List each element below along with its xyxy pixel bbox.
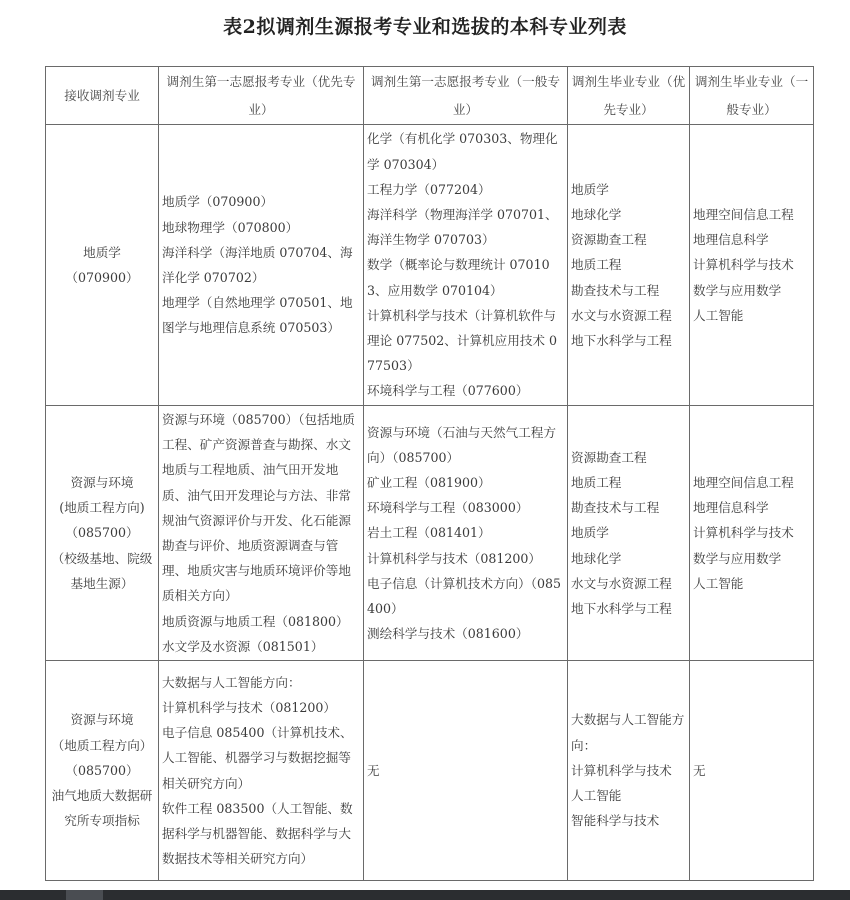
cell-line: 资源与环境: [70, 712, 134, 728]
cell-line: 地理信息科学: [693, 232, 769, 248]
cell-line: 大数据与人工智能方向：: [162, 674, 301, 690]
cell-line: 资源勘查工程: [571, 449, 647, 465]
graduate-general-cell: [690, 661, 814, 881]
cell-line: 矿业工程（081900）: [367, 474, 491, 490]
first-choice-general-cell: [364, 406, 568, 661]
bottom-toolbar: [0, 890, 850, 900]
cell-line: （070900）: [65, 270, 139, 285]
cell-line: 勘查技术与工程: [571, 282, 660, 298]
cell-line: (地质工程方向): [59, 500, 145, 516]
cell-line: 计算机科学与技术（081200）: [367, 550, 542, 566]
cell-line: 地质学: [571, 525, 609, 541]
first-choice-general-cell: [364, 661, 568, 881]
header-text: 调剂生毕业专业（一般专业）: [694, 73, 809, 117]
header-first-choice-priority: [159, 67, 364, 125]
header-row: [46, 67, 814, 125]
cell-line: 化学（有机化学 070303、物理化学 070304）: [367, 131, 558, 172]
cell-line: 大数据与人工智能方向：: [571, 712, 685, 753]
receiving-major-cell: [46, 406, 159, 661]
cell-line: 工程力学（077204）: [367, 181, 491, 197]
cell-line: 测绘科学与技术（081600）: [367, 626, 529, 642]
cell-line: 数学与应用数学: [693, 282, 782, 298]
cell-line: 地质学: [83, 244, 121, 260]
cell-line: 地下水科学与工程: [571, 333, 672, 348]
cell-line: 资源勘查工程: [571, 232, 647, 248]
cell-line: 人工智能: [571, 788, 622, 804]
cell-line: 无: [367, 762, 380, 778]
cell-line: 水文与水资源工程: [571, 307, 672, 323]
cell-line: 软件工程 083500（人工智能、数据科学与机器智能、数据科学与大数据技术等相关研究方向）: [162, 800, 353, 867]
cell-line: 地质工程: [571, 257, 622, 273]
toolbar-segment[interactable]: [66, 890, 103, 900]
cell-line: 数学（概率论与数理统计 070103、应用数学 070104）: [367, 257, 550, 298]
graduate-priority-cell: [568, 661, 690, 881]
cell-line: 地质学（070900）: [162, 194, 274, 210]
cell-line: 地球化学: [571, 206, 622, 222]
cell-line: 智能科学与技术: [571, 813, 660, 829]
cell-line: 地理信息科学: [693, 500, 769, 516]
graduate-priority-cell: [568, 406, 690, 661]
cell-line: 资源与环境: [70, 474, 134, 490]
table-row: [46, 661, 814, 881]
cell-line: （085700）: [65, 525, 139, 541]
cell-line: 地理空间信息工程: [693, 206, 794, 222]
cell-line: 地质资源与地质工程（081800）: [162, 613, 349, 629]
header-text: 调剂生毕业专业（优先专业）: [571, 73, 686, 117]
cell-line: 电子信息（计算机技术方向）（085400）: [367, 575, 562, 616]
cell-line: 地球物理学（070800）: [162, 219, 299, 235]
first-choice-priority-cell: [159, 125, 364, 406]
cell-line: 岩土工程（081401）: [367, 525, 491, 541]
cell-line: 地质工程: [571, 474, 622, 490]
document-title: 表2拟调剂生源报考专业和选拔的本科专业列表: [223, 16, 627, 38]
cell-line: 地球化学: [571, 550, 622, 566]
cell-line: 无: [693, 762, 706, 778]
receiving-major-cell: [46, 661, 159, 881]
cell-line: 油气地质大数据研究所专项指标: [51, 788, 153, 829]
cell-line: （校级基地、院级基地生源）: [51, 550, 153, 591]
graduate-general-cell: [690, 406, 814, 661]
cell-line: 计算机科学与技术: [693, 525, 794, 541]
receiving-major-cell: [46, 125, 159, 406]
first-choice-priority-cell: [159, 661, 364, 881]
table-row: [46, 406, 814, 661]
header-first-choice-general: [364, 67, 568, 125]
first-choice-priority-cell: [159, 406, 364, 661]
cell-line: 地理学（自然地理学 070501、地图学与地理信息系统 070503）: [162, 295, 353, 336]
graduate-general-cell: [690, 125, 814, 406]
cell-line: 计算机科学与技术: [693, 257, 794, 273]
cell-line: 水文与水资源工程: [571, 575, 672, 591]
header-graduate-general: [690, 67, 814, 125]
cell-line: 地理空间信息工程: [693, 474, 794, 490]
cell-line: 资源与环境（石油与天然气工程方向）（085700）: [367, 424, 556, 465]
cell-line: 地下水科学与工程: [571, 601, 672, 616]
cell-line: 电子信息 085400（计算机技术、人工智能、机器学习与数据挖掘等相关研究方向）: [162, 725, 353, 791]
major-table: [45, 66, 814, 881]
cell-line: 资源与环境（085700）（包括地质工程、矿产资源普查与勘探、水文地质与工程地质、油气田开发地质、油气田开发理论与方法、非常规油气资源评价与开发、化石能源勘查与评价、地质资源调查与管理、地质灾害与地质环境评价等地质相关方向）: [162, 411, 355, 604]
header-graduate-priority: [568, 67, 690, 125]
cell-line: 人工智能: [693, 307, 744, 323]
cell-line: 计算机科学与技术（081200）: [162, 699, 337, 715]
cell-line: 人工智能: [693, 575, 744, 591]
table-row: [46, 125, 814, 406]
header-text: 调剂生第一志愿报考专业（一般专业）: [371, 73, 560, 117]
cell-line: 计算机科学与技术（计算机软件与理论 077502、计算机应用技术 077503）: [367, 307, 558, 374]
cell-line: （085700）: [65, 762, 139, 778]
graduate-priority-cell: [568, 125, 690, 406]
header-text: 调剂生第一志愿报考专业（优先专业）: [166, 73, 356, 117]
cell-line: 水文学及水资源（081501）: [162, 638, 324, 654]
cell-line: 海洋科学（海洋地质 070704、海洋化学 070702）: [162, 244, 353, 285]
cell-line: 数学与应用数学: [693, 550, 782, 566]
cell-line: （地质工程方向）: [51, 737, 153, 753]
first-choice-general-cell: [364, 125, 568, 406]
cell-line: 勘查技术与工程: [571, 500, 660, 516]
header-receiving-major: 接收调剂专业: [46, 67, 159, 125]
cell-line: 环境科学与工程（083000）: [367, 500, 529, 516]
cell-line: 环境科学与工程（077600）: [367, 383, 529, 399]
cell-line: 海洋科学（物理海洋学 070701、海洋生物学 070703）: [367, 206, 558, 248]
cell-line: 地质学: [571, 181, 609, 197]
cell-line: 计算机科学与技术: [571, 762, 672, 778]
